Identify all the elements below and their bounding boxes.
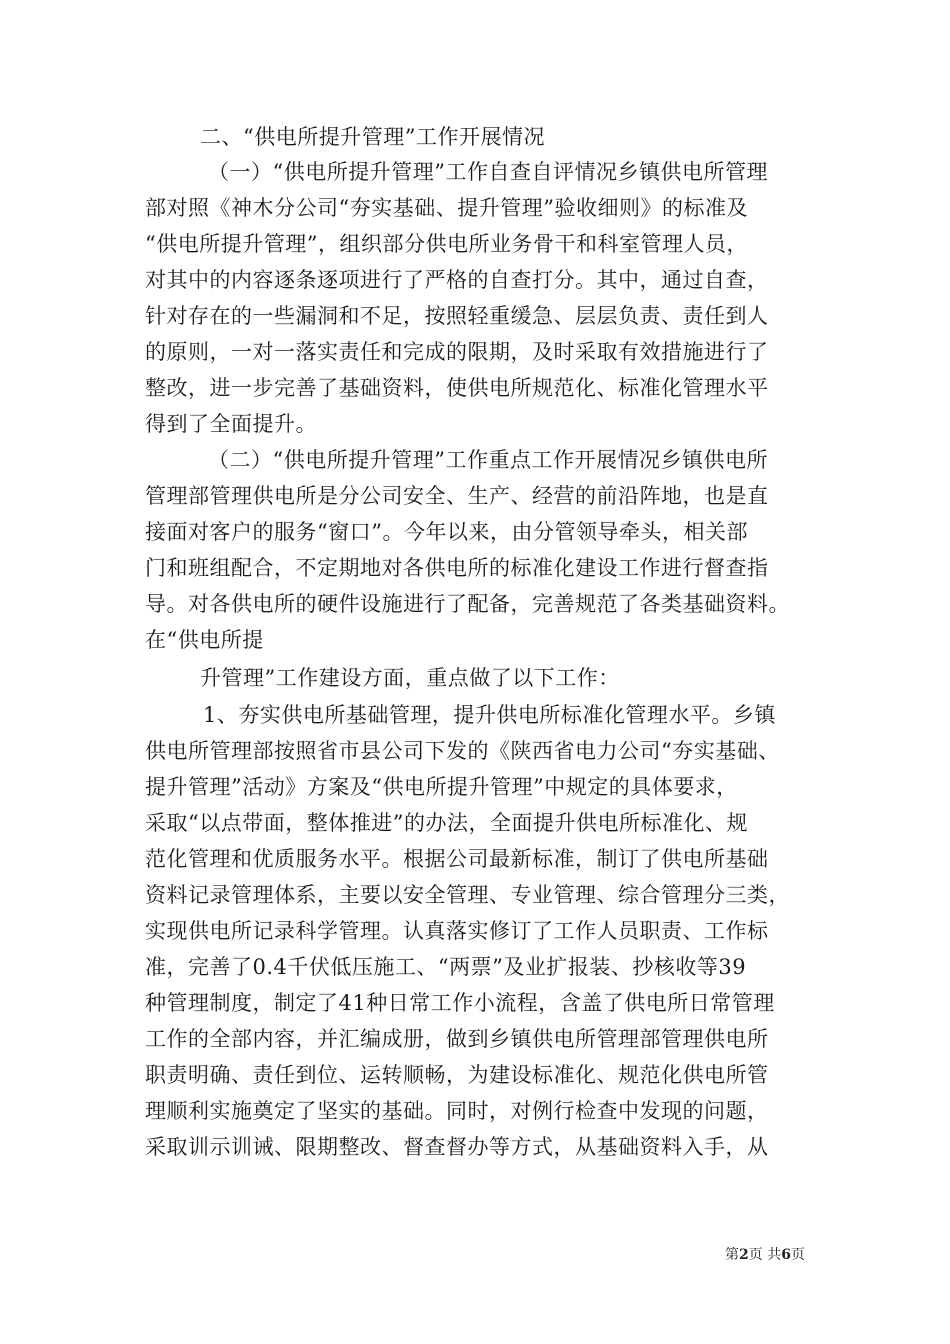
paragraph-line: 接面对客户的服务“窗口”。今年以来，由分管领导牵头，相关部 xyxy=(145,520,748,544)
paragraph-line: 实现供电所记录科学管理。认真落实修订了工作人员职责、工作标 xyxy=(145,919,769,943)
current-page-number: 2 xyxy=(739,1247,749,1263)
paragraph-line: “供电所提升管理”，组织部分供电所业务骨干和科室管理人员， xyxy=(145,232,748,256)
paragraph-line: 理顺利实施奠定了坚实的基础。同时，对例行检查中发现的问题， xyxy=(145,1099,769,1123)
paragraph-line: 资料记录管理体系，主要以安全管理、专业管理、综合管理分三类， xyxy=(145,883,790,907)
paragraph-line: 准，完善了0.4千伏低压施工、“两票”及业扩报装、抄核收等39 xyxy=(145,955,747,979)
paragraph-line: 导。对各供电所的硬件设施进行了配备，完善规范了各类基础资料。 xyxy=(145,592,790,616)
paragraph-line: （二）“供电所提升管理”工作重点工作开展情况乡镇供电所 xyxy=(208,448,768,472)
paragraph-line: 门和班组配合，不定期地对各供电所的标准化建设工作进行督查指 xyxy=(145,556,769,580)
paragraph-line: 整改，进一步完善了基础资料，使供电所规范化、标准化管理水平 xyxy=(145,376,769,400)
paragraph-line: 供电所管理部按照省市县公司下发的《陕西省电力公司“夯实基础、 xyxy=(145,739,780,763)
paragraph-line: 采取“以点带面，整体推进”的办法，全面提升供电所标准化、规 xyxy=(145,811,748,835)
paragraph-line: 提升管理”活动》方案及“供电所提升管理”中规定的具体要求， xyxy=(145,775,738,799)
paragraph-line: 对其中的内容逐条逐项进行了严格的自查打分。其中，通过自查， xyxy=(145,268,769,292)
paragraph-line: 得到了全面提升。 xyxy=(145,412,317,436)
paragraph-line: 升管理”工作建设方面，重点做了以下工作： xyxy=(200,666,620,690)
paragraph-line: 工作的全部内容，并汇编成册，做到乡镇供电所管理部管理供电所 xyxy=(145,1027,769,1051)
paragraph-line: 职责明确、责任到位、运转顺畅，为建设标准化、规范化供电所管 xyxy=(145,1063,769,1087)
paragraph-line: 部对照《神木分公司“夯实基础、提升管理”验收细则》的标准及 xyxy=(145,196,748,220)
paragraph-line: 在“供电所提 xyxy=(145,628,264,652)
footer-middle: 页 共 xyxy=(748,1247,782,1263)
total-page-number: 6 xyxy=(781,1247,791,1263)
paragraph-line: 针对存在的一些漏洞和不足，按照轻重缓急、层层负责、责任到人 xyxy=(145,304,769,328)
page-number-footer xyxy=(725,1246,805,1264)
footer-prefix: 第 xyxy=(725,1247,740,1263)
paragraph-line: 管理部管理供电所是分公司安全、生产、经营的前沿阵地，也是直 xyxy=(145,484,769,508)
paragraph-line: 种管理制度，制定了41种日常工作小流程，含盖了供电所日常管理 xyxy=(145,991,775,1015)
paragraph-line: （一）“供电所提升管理”工作自查自评情况乡镇供电所管理 xyxy=(208,160,768,184)
paragraph-line: 1、夯实供电所基础管理，提升供电所标准化管理水平。乡镇 xyxy=(203,703,776,727)
paragraph-line: 的原则，一对一落实责任和完成的限期，及时采取有效措施进行了 xyxy=(145,340,769,364)
paragraph-line: 范化管理和优质服务水平。根据公司最新标准，制订了供电所基础 xyxy=(145,847,769,871)
footer-suffix: 页 xyxy=(791,1247,805,1263)
paragraph-line: 采取训示训诫、限期整改、督查督办等方式，从基础资料入手，从 xyxy=(145,1135,769,1159)
section-heading: 二、“供电所提升管理”工作开展情况 xyxy=(200,125,545,149)
